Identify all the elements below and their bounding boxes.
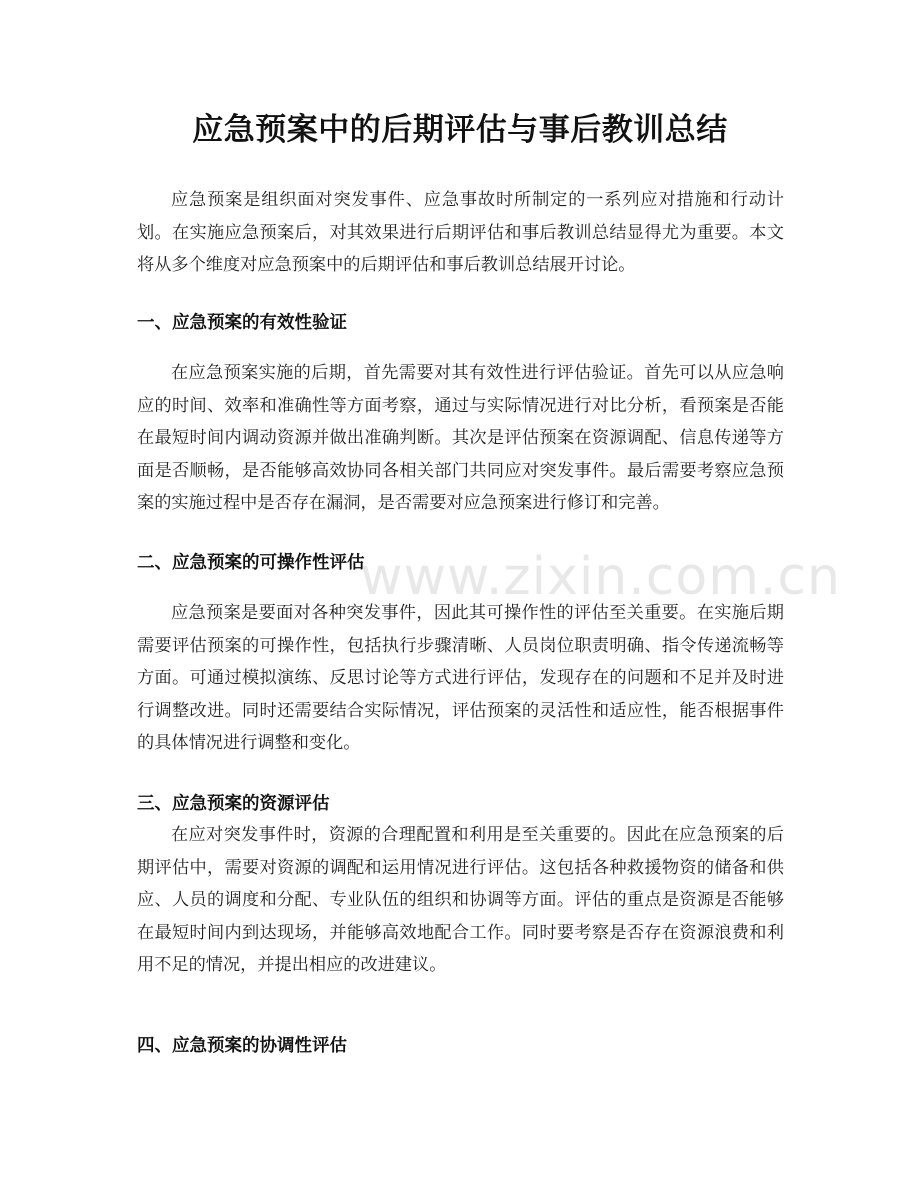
section-3-heading: 三、应急预案的资源评估 xyxy=(137,794,330,814)
section-4-heading: 四、应急预案的协调性评估 xyxy=(137,1036,347,1056)
section-3-paragraph: 在应对突发事件时，资源的合理配置和利用是至关重要的。因此在应急预案的后期评估中，需要对资源的调配和运用情况进行评估。这包括各种救援物资的储备和供应、人员的调度和分配、专业队伍的组织和协调等方面。评估的重点是资源是否能够在最短时间内到达现场，并能够高效地配合工作。同时要考察是否存在资源浪费和利用不足的情况，并提出相应的改进建议。 xyxy=(137,825,784,975)
watermark: www.zixin.com.cn xyxy=(360,547,841,607)
section-1-heading: 一、应急预案的有效性验证 xyxy=(137,313,347,333)
section-2-heading: 二、应急预案的可操作性评估 xyxy=(137,553,365,573)
section-2-paragraph: 应急预案是要面对各种突发事件，因此其可操作性的评估至关重要。在实施后期需要评估预案的可操作性，包括执行步骤清晰、人员岗位职责明确、指令传递流畅等方面。可通过模拟演练、反思讨论等方式进行评估，发现存在的问题和不足并及时进行调整改进。同时还需要结合实际情况，评估预案的灵活性和适应性，能否根据事件的具体情况进行调整和变化。 xyxy=(137,603,784,753)
section-1-paragraph: 在应急预案实施的后期，首先需要对其有效性进行评估验证。首先可以从应急响应的时间、效率和准确性等方面考察，通过与实际情况进行对比分析，看预案是否能在最短时间内调动资源并做出准确判断。其次是评估预案在资源调配、信息传递等方面是否顺畅，是否能够高效协同各相关部门共同应对突发事件。最后需要考察应急预案的实施过程中是否存在漏洞，是否需要对应急预案进行修订和完善。 xyxy=(137,363,784,513)
intro-paragraph: 应急预案是组织面对突发事件、应急事故时所制定的一系列应对措施和行动计划。在实施应急预案后，对其效果进行后期评估和事后教训总结显得尤为重要。本文将从多个维度对应急预案中的后期评估和事后教训总结展开讨论。 xyxy=(137,190,784,275)
document-title: 应急预案中的后期评估与事后教训总结 xyxy=(192,112,728,148)
